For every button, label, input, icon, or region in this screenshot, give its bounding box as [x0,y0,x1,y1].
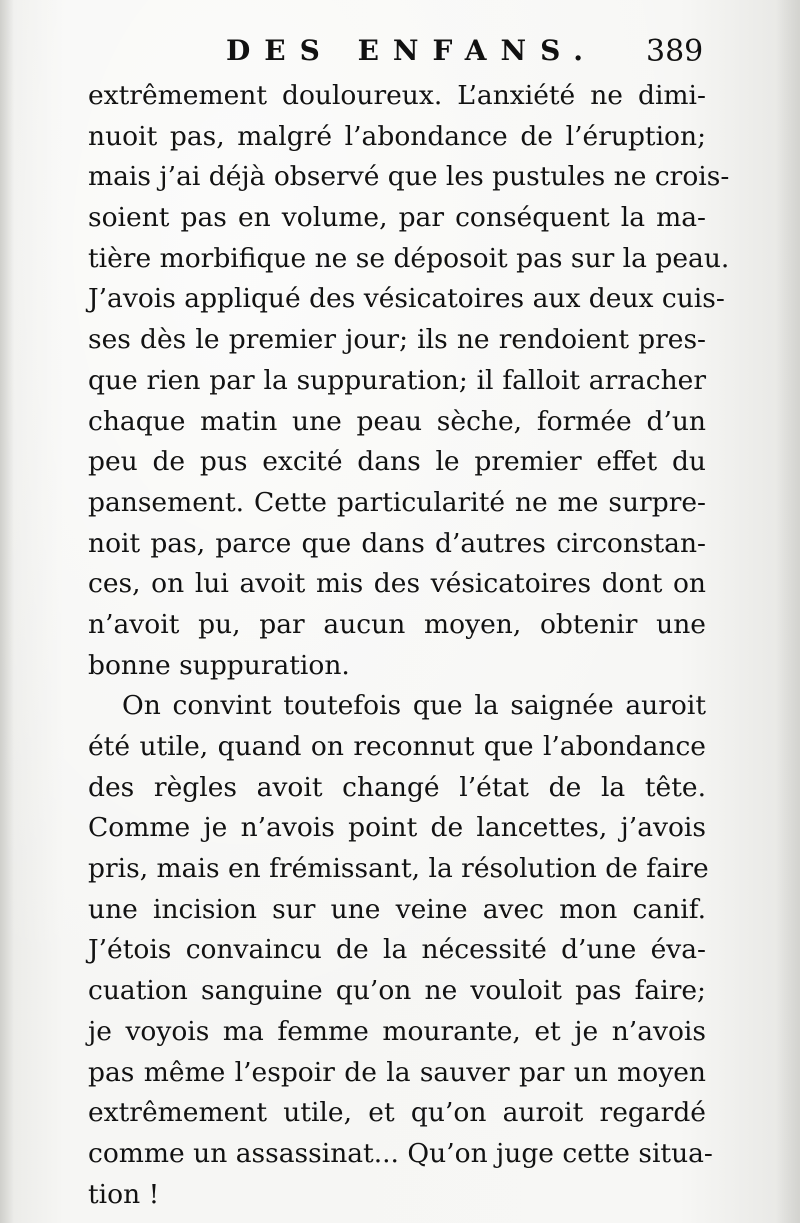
text-line: des règles avoit changé l’état de la tête. [88,771,706,803]
text-line: cuation sanguine qu’on ne vouloit pas faire; [88,975,706,1007]
text-line: Comme je n’avois point de lancettes, j’avois [88,812,706,844]
text-line: ces, on lui avoit mis des vésicatoires dont on [88,568,706,600]
text-line: peu de pus excité dans le premier effet du [88,446,706,478]
text-line: je voyois ma femme mourante, et je n’avois [88,1015,706,1047]
text-line: bonne suppuration. [88,649,350,681]
running-head [0,34,800,74]
text-line: nuoit pas, malgré l’abondance de l’éruption; [88,120,706,152]
text-line: pansement. Cette particularité ne me surpre- [88,486,706,518]
text-line: mais j’ai déjà observé que les pustules ne crois- [88,161,730,193]
text-line: soient pas en volume, par conséquent la ma- [88,202,706,234]
body-text [88,76,730,1215]
paragraph-2 [88,686,713,1215]
text-line: tion ! [88,1178,160,1210]
text-line: été utile, quand on reconnut que l’abondance [88,731,706,762]
text-line: noit pas, parce que dans d’autres circonstan- [88,527,706,559]
text-line: On convint toutefois que la saignée auroit [122,690,706,722]
page-right-edge-shadow [776,0,800,1223]
text-line: extrêmement utile, et qu’on auroit regardé [88,1097,706,1129]
text-line: que rien par la suppuration; il falloit arracher [88,364,706,396]
text-line: ses dès le premier jour; ils ne rendoient pres- [88,324,706,356]
running-head-title: DES ENFANS. [226,34,598,67]
page-left-edge-shadow [0,0,14,1223]
text-line: pris, mais en frémissant, la résolution de faire [88,853,709,885]
text-line: comme un assassinat... Qu’on juge cette situa- [88,1137,713,1169]
text-line: pas même l’espoir de la sauver par un moyen [88,1056,706,1088]
page-number: 389 [646,34,704,69]
text-line: extrêmement douloureux. L’anxiété ne dimi- [88,80,706,111]
text-line: J’avois appliqué des vésicatoires aux deux cuis- [88,283,725,315]
text-line: une incision sur une veine avec mon canif. [88,893,706,925]
text-line: tière morbifique ne se déposoit pas sur la peau. [88,242,730,274]
text-line: n’avoit pu, par aucun moyen, obtenir une [88,608,706,640]
text-line: J’étois convaincu de la nécessité d’une éva- [88,934,706,966]
paragraph-1 [88,76,730,686]
text-line: chaque matin une peau sèche, formée d’un [88,405,706,437]
